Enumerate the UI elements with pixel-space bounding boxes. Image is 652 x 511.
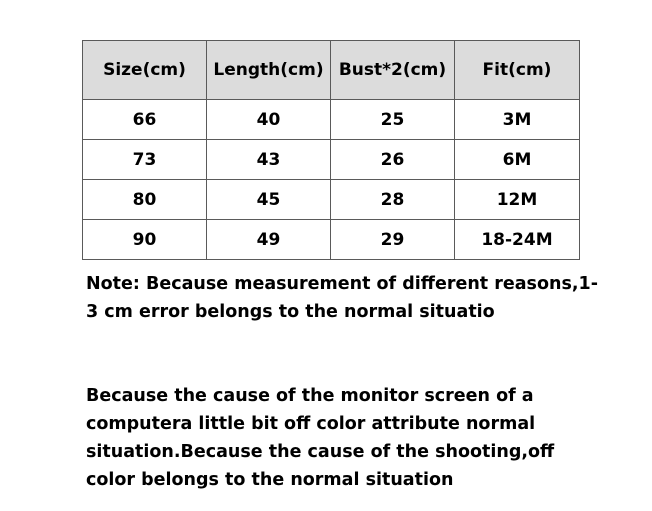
cell-bust: 25 <box>331 100 455 140</box>
cell-length: 43 <box>207 140 331 180</box>
cell-fit: 12M <box>455 180 580 220</box>
table-row <box>83 140 580 180</box>
table-row <box>83 180 580 220</box>
cell-length: 45 <box>207 180 331 220</box>
cell-fit: 3M <box>455 100 580 140</box>
cell-bust: 28 <box>331 180 455 220</box>
size-chart-table <box>82 40 580 260</box>
color-note: Because the cause of the monitor screen of a computera little bit off color attribute normal situation.Because the cause of the shooting,off color belongs to the normal situation <box>86 386 555 490</box>
cell-bust: 29 <box>331 220 455 260</box>
cell-size: 73 <box>83 140 207 180</box>
header-length: Length(cm) <box>207 41 331 100</box>
cell-fit: 18-24M <box>455 220 580 260</box>
cell-length: 40 <box>207 100 331 140</box>
header-size: Size(cm) <box>83 41 207 100</box>
cell-size: 80 <box>83 180 207 220</box>
cell-bust: 26 <box>331 140 455 180</box>
cell-fit: 6M <box>455 140 580 180</box>
table-row <box>83 220 580 260</box>
cell-length: 49 <box>207 220 331 260</box>
table-row <box>83 100 580 140</box>
header-fit: Fit(cm) <box>455 41 580 100</box>
measurement-note: Note: Because measurement of different reasons,1-3 cm error belongs to the normal situatio <box>86 274 598 322</box>
table-header-row <box>83 41 580 100</box>
cell-size: 66 <box>83 100 207 140</box>
cell-size: 90 <box>83 220 207 260</box>
header-bust: Bust*2(cm) <box>331 41 455 100</box>
